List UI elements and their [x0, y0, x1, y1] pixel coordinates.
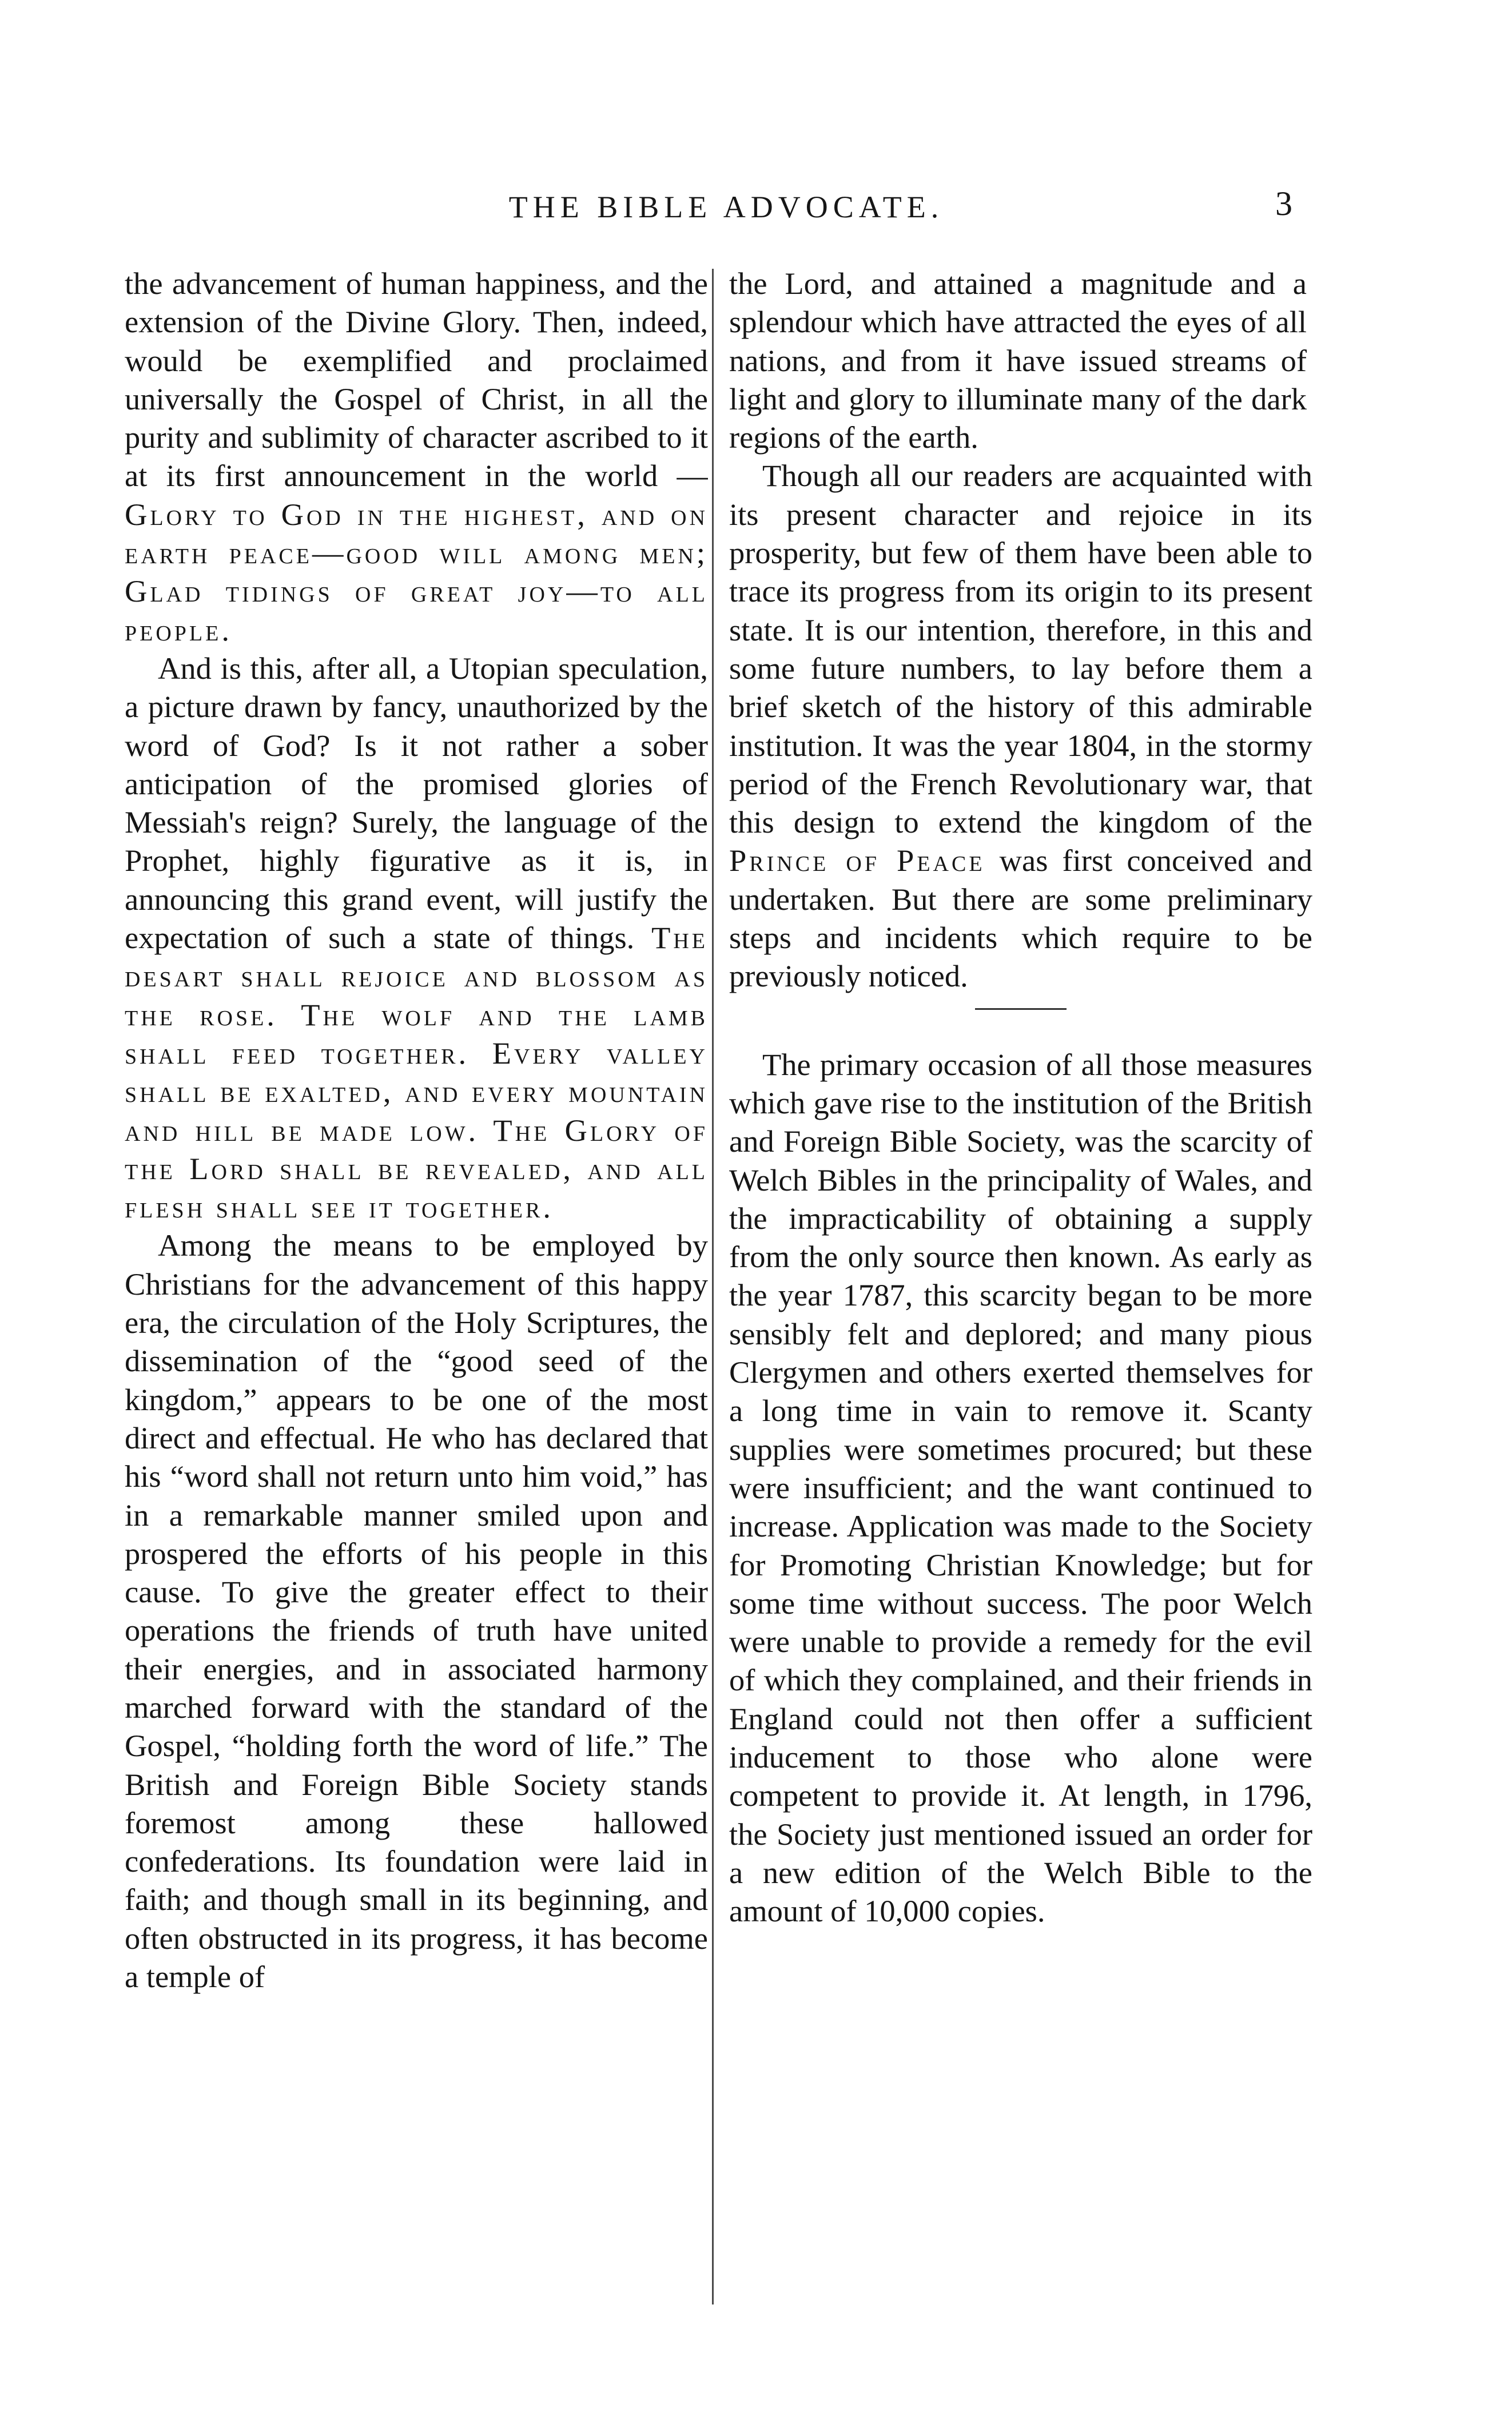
right-column: [729, 264, 1312, 2334]
left-paragraph-1-small-caps: Glory to God in the highest, and on earth peace—good will among men; Glad tidings of great joy—to all people.: [125, 496, 708, 647]
right-paragraph-2-small-caps: Prince of Peace: [729, 843, 985, 878]
left-paragraph-1: [125, 264, 708, 649]
right-paragraph-1: the Lord, and attained a magnitude and a splendour which have attracted the eyes of all nations, and from it have issued streams of light and glory to illuminate many of the dark regions of the earth.: [729, 266, 1307, 455]
column-rule: [712, 269, 714, 2304]
right-paragraph-2-text-a: Though all our readers are acquainted with its present character and rejoice in its prosperity, but few of them have been able to trace its progress from its origin to its present state. It is our intention, therefore, in this and some future numbers, to lay before them a brief sketch of the history of this admirable institution. It was the year 1804, in the stormy period of the French Revolutionary war, that this design to extend the kingdom of the: [729, 458, 1312, 840]
running-title: THE BIBLE ADVOCATE.: [508, 190, 944, 224]
left-paragraph-2-text: And is this, after all, a Utopian speculation, a picture drawn by fancy, unauthorized by the word of God? Is it not rather a sober anticipation of the promised glories of Messiah's reign? Surely, the language of the Prophet, highly figurative as it is, in announcing this grand event, will justify the expectation of such a state of things.: [125, 650, 708, 956]
page-number: 3: [1275, 185, 1292, 222]
left-paragraph-2-small-caps: The desart shall rejoice and blossom as the rose. The wolf and the lamb shall feed together. Every valley shall be exalted, and every mountain and hill be made low. The Glory of the Lord shall be revealed, and all flesh shall see it together.: [125, 920, 708, 1225]
left-paragraph-1-text: the advancement of human happiness, and the extension of the Divine Glory. Then, indeed, would be exemplified and proclaimed universally the Gospel of Christ, in all the purity and sublimity of character ascribed to it at its first announcement in the world —: [125, 266, 708, 493]
right-paragraph-2: [729, 456, 1312, 995]
left-paragraph-2: [125, 649, 708, 1226]
right-paragraph-3: The primary occasion of all those measures which gave rise to the institution of the British and Foreign Bible Society, was the scarcity of Welch Bibles in the principality of Wales, and the impracticability of obtaining a supply from the only source then known. As early as the year 1787, this scarcity began to be more sensibly felt and deplored; and many pious Clergymen and others exerted themselves for a long time in vain to remove it. Scanty supplies were sometimes procured; but these were insufficient; and the want continued to increase. Application was made to the Society for Promoting Christian Knowledge; but for some time without success. The poor Welch were unable to provide a remedy for the evil of which they complained, and their friends in England could not then offer a sufficient inducement to those who alone were competent to provide it. At length, in 1796, the Society just mentioned issued an order for a new edition of the Welch Bible to the amount of 10,000 copies.: [729, 1046, 1312, 1929]
section-divider: [975, 1008, 1067, 1010]
right-paragraph-2-text-b: was first conceived and undertaken. But there are some preliminary steps and incidents which require to be previously noticed.: [729, 843, 1312, 994]
running-head: [0, 184, 1512, 230]
left-column: [125, 264, 708, 2334]
left-paragraph-3: Among the means to be employed by Christians for the advancement of this happy era, the circulation of the Holy Scriptures, the dissemination of the “good seed of the kingdom,” appears to be one of the most direct and effectual. He who has declared that his “word shall not return unto him void,” has in a remarkable manner smiled upon and prospered the efforts of his people in this cause. To give the greater effect to their operations the friends of truth have united their energies, and in associated harmony marched forward with the standard of the Gospel, “holding forth the word of life.” The British and Foreign Bible Society stands foremost among these hallowed confederations. Its foundation were laid in faith; and though small in its beginning, and often obstructed in its progress, it has become a temple of: [125, 1228, 708, 1995]
